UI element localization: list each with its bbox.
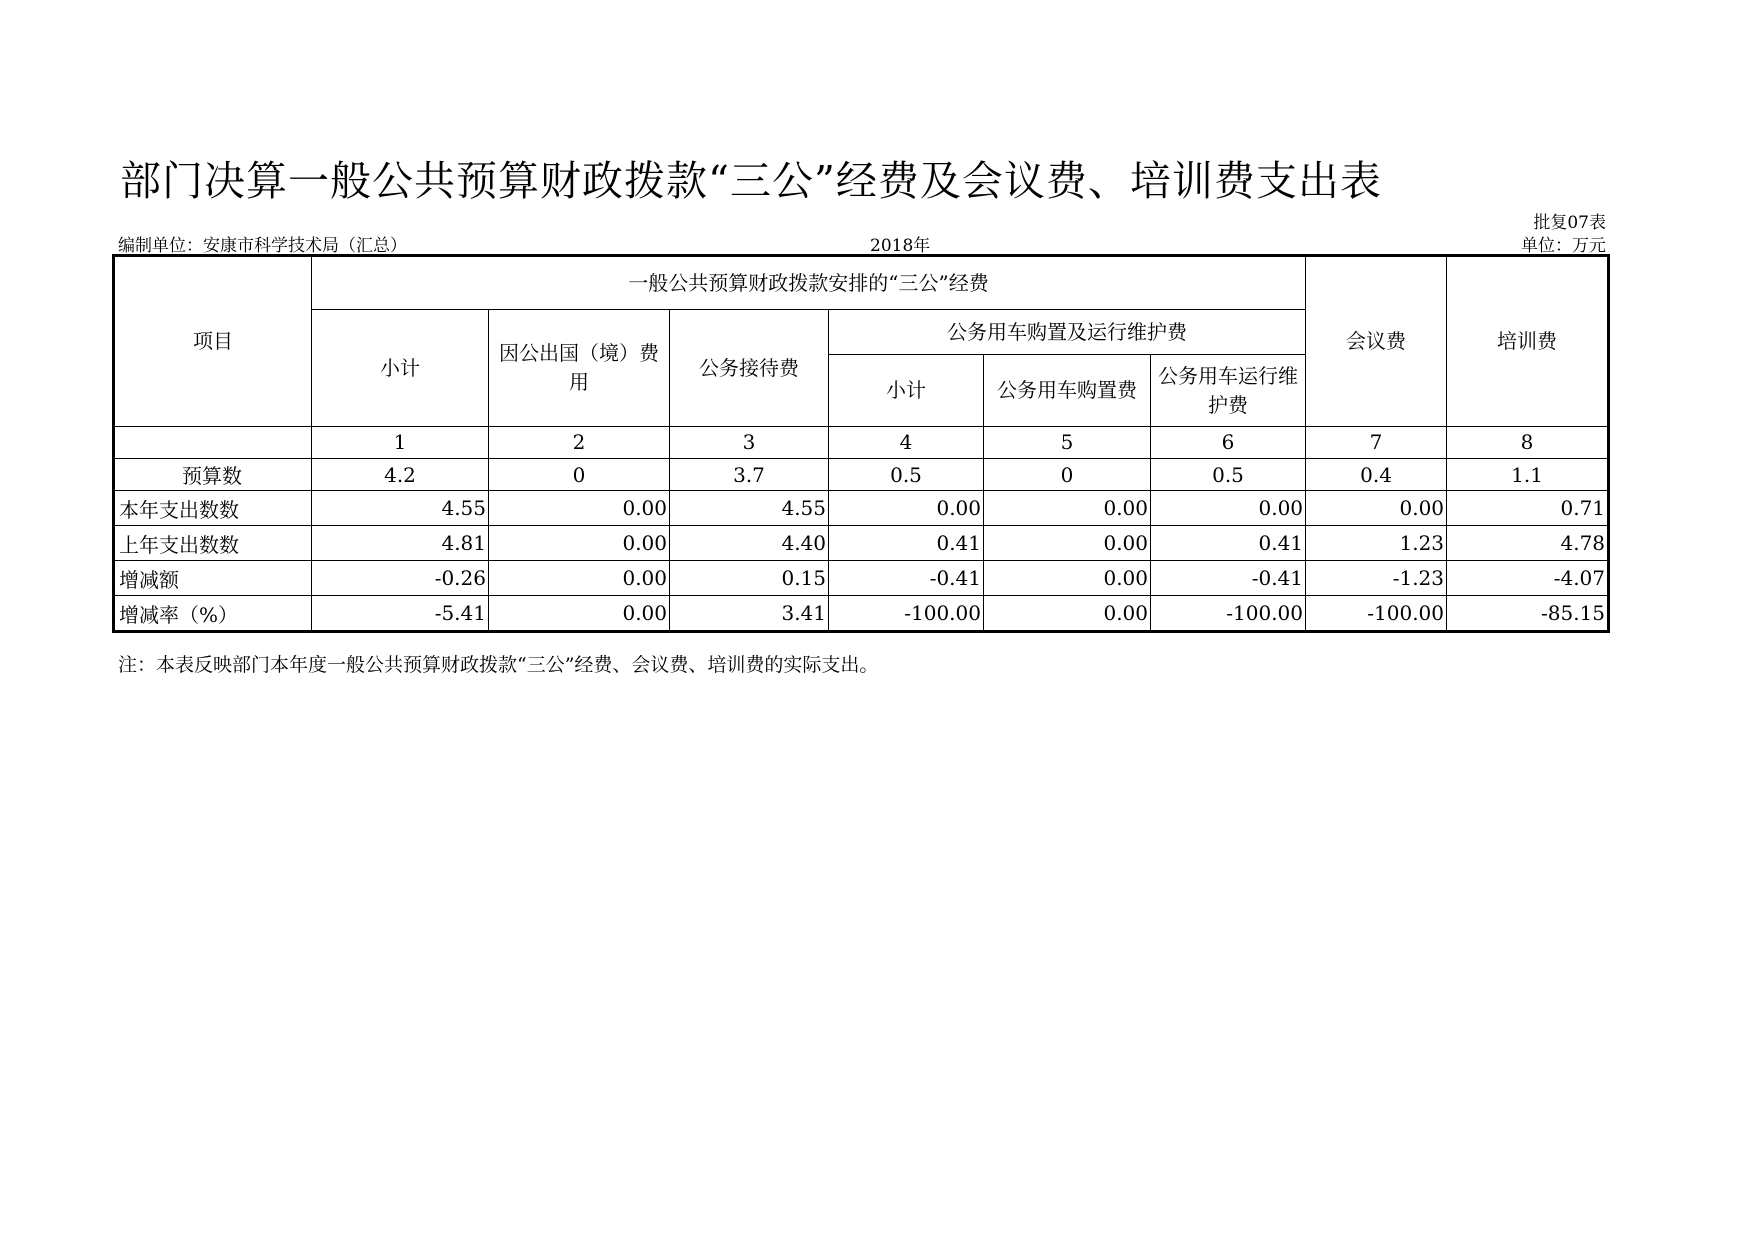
page-title: 部门决算一般公共预算财政拨款“三公”经费及会议费、培训费支出表: [120, 157, 1382, 205]
cell-value: 3.41: [670, 596, 829, 632]
column-number: 6: [1151, 427, 1306, 459]
cell-value: -1.23: [1306, 561, 1447, 596]
cell-value: 0.00: [984, 491, 1151, 526]
cell-value: -5.41: [312, 596, 489, 632]
cell-value: 0.00: [829, 491, 984, 526]
header-vehicle-purchase: 公务用车购置费: [984, 355, 1151, 427]
row-label: 本年支出数数: [114, 491, 312, 526]
cell-value: 4.55: [670, 491, 829, 526]
cell-value: -0.41: [829, 561, 984, 596]
row-label: 增减额: [114, 561, 312, 596]
cell-value: 0.00: [984, 526, 1151, 561]
header-reception: 公务接待费: [670, 310, 829, 427]
currency-unit-label: 单位：万元: [1521, 236, 1606, 256]
footnote: 注：本表反映部门本年度一般公共预算财政拨款“三公”经费、会议费、培训费的实际支出。: [118, 654, 879, 676]
column-number: 8: [1447, 427, 1609, 459]
cell-value: 0.00: [984, 561, 1151, 596]
expenditure-table: [112, 254, 1610, 633]
cell-value: 1.23: [1306, 526, 1447, 561]
header-item: 项目: [114, 256, 312, 427]
cell-value: 4.40: [670, 526, 829, 561]
organization-label: 编制单位：安康市科学技术局（汇总）: [118, 236, 407, 256]
cell-value: 0.41: [829, 526, 984, 561]
column-number: 2: [489, 427, 670, 459]
cell-value: 0.41: [1151, 526, 1306, 561]
header-number-blank: [114, 427, 312, 459]
cell-value: 0.00: [489, 596, 670, 632]
header-subtotal: 小计: [312, 310, 489, 427]
column-number: 5: [984, 427, 1151, 459]
header-abroad: 因公出国（境）费用: [489, 310, 670, 427]
cell-value: 4.78: [1447, 526, 1609, 561]
cell-value: -100.00: [829, 596, 984, 632]
cell-value: -4.07: [1447, 561, 1609, 596]
header-vehicle-operation: 公务用车运行维护费: [1151, 355, 1306, 427]
column-number: 3: [670, 427, 829, 459]
cell-value: 3.7: [670, 459, 829, 491]
cell-value: 0.00: [489, 561, 670, 596]
cell-value: 0.15: [670, 561, 829, 596]
year-label: 2018年: [870, 236, 931, 256]
cell-value: 0.5: [829, 459, 984, 491]
table-row: [114, 526, 1609, 561]
column-number: 7: [1306, 427, 1447, 459]
table-row: [114, 561, 1609, 596]
cell-value: 0.5: [1151, 459, 1306, 491]
cell-value: 0.00: [489, 491, 670, 526]
row-label: 上年支出数数: [114, 526, 312, 561]
table-row: [114, 491, 1609, 526]
cell-value: -85.15: [1447, 596, 1609, 632]
table-row: [114, 459, 1609, 491]
row-label: 增减率（%）: [114, 596, 312, 632]
cell-value: 0: [984, 459, 1151, 491]
cell-value: -0.41: [1151, 561, 1306, 596]
cell-value: -100.00: [1151, 596, 1306, 632]
table-row: [114, 596, 1609, 632]
cell-value: 0.00: [489, 526, 670, 561]
cell-value: 0.00: [1151, 491, 1306, 526]
cell-value: 4.81: [312, 526, 489, 561]
header-vehicle-group: 公务用车购置及运行维护费: [829, 310, 1306, 355]
cell-value: 0.4: [1306, 459, 1447, 491]
cell-value: 0.00: [984, 596, 1151, 632]
cell-value: 0: [489, 459, 670, 491]
form-number: 批复07表: [1533, 213, 1606, 233]
cell-value: -0.26: [312, 561, 489, 596]
cell-value: 0.71: [1447, 491, 1609, 526]
cell-value: 1.1: [1447, 459, 1609, 491]
row-label: 预算数: [114, 459, 312, 491]
header-sangong-group: 一般公共预算财政拨款安排的“三公”经费: [312, 256, 1306, 310]
cell-value: 0.00: [1306, 491, 1447, 526]
cell-value: 4.55: [312, 491, 489, 526]
header-vehicle-subtotal: 小计: [829, 355, 984, 427]
cell-value: 4.2: [312, 459, 489, 491]
column-number: 1: [312, 427, 489, 459]
cell-value: -100.00: [1306, 596, 1447, 632]
column-number: 4: [829, 427, 984, 459]
header-training: 培训费: [1447, 256, 1609, 427]
header-meeting: 会议费: [1306, 256, 1447, 427]
